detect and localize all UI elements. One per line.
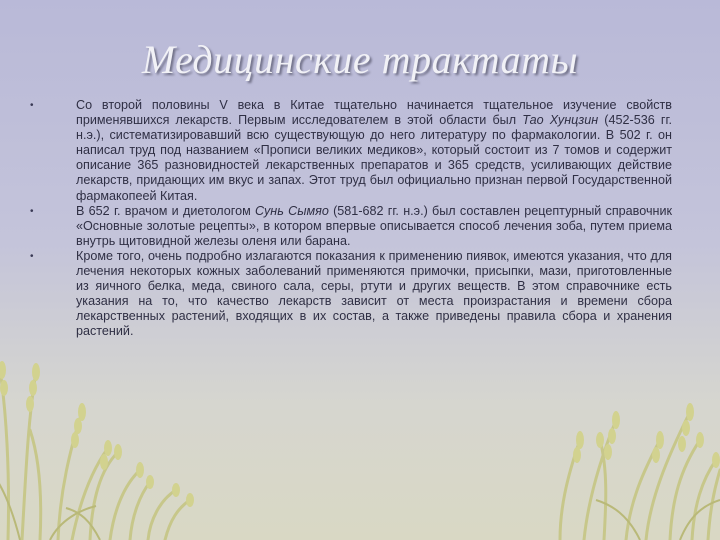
slide-body [30,98,672,340]
paragraph-text: (452-536 гг. н.э.), систематизировавший всю существующую до него литературу по фармакологии. В 502 г. он написал труд под названием «Прописи великих медиков», который состоит из 7 томов и содержит описание 365 разновидностей лекарственных препаратов и 365 средств, усиливающих действие лекарств, придающих им вкус и запах. Этот труд был официально признан первой Государственной фармакопеей Китая. [76,113,673,203]
slide-title: Медицинские трактаты [141,37,579,82]
paragraph-text: Со второй половины V века в Китае тщательно начинается тщательное изучение свойств применявшихся лекарств. Первым исследователем в этой области был [76,98,672,128]
bullet-item [30,204,672,249]
bullet-item [30,249,672,340]
paragraph-text: В 652 г. врачом и диетологом [76,203,256,218]
bullet-marker-icon: • [30,250,34,262]
paragraph-text: Кроме того, очень подробно излагаются показания к применению пиявок, имеются указания, что для лечения некоторых кожных заболеваний применяются примочки, присыпки, мази, приготовленные из яичного белка, меда, свиного сала, серы, ртути и других веществ. В этом справочнике есть указания на то, что качество лекарств зависит от места произрастания и времени сбора лекарственных растений, входящих в их состав, а также приведены правила сбора и хранения растений. [76,248,672,339]
bullet-item [30,98,672,204]
person-name: Тао Хунцзин [522,113,599,128]
paragraph-text: (581-682 гг. н.э.) был составлен рецептурный справочник «Основные золотые рецепты», в котором впервые описывается способ лечения зоба, путем приема внутрь щитовидной железы оленя или барана. [76,203,673,248]
bullet-marker-icon: • [30,100,34,111]
person-name: Сунь Сымяо [255,203,329,218]
bullet-marker-icon: • [30,205,34,217]
